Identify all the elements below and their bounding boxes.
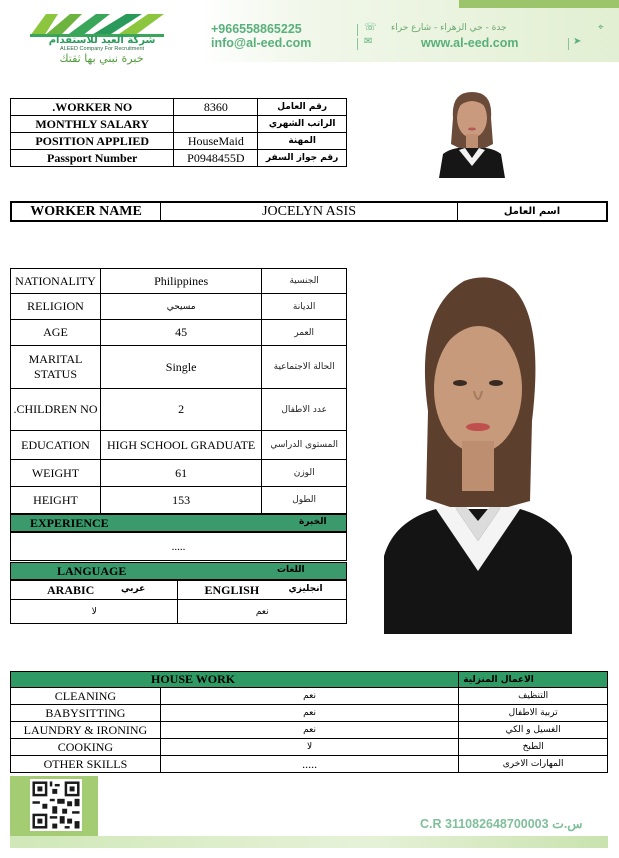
experience-value: .....: [171, 541, 186, 553]
worker-name-label-ar: اسم العامل: [458, 202, 607, 221]
website-address: www.al-eed.com: [421, 36, 519, 50]
qr-code-icon: [30, 779, 82, 831]
table-row: [11, 116, 347, 133]
laundry-value: نعم: [160, 722, 458, 739]
arabic-label: ARABIC: [47, 583, 95, 597]
cooking-value: لا: [160, 739, 458, 756]
phone-number: +966558865225: [211, 22, 302, 36]
passport-value: P0948455D: [174, 150, 258, 167]
table-row: [11, 202, 607, 221]
height-label-ar: الطول: [262, 487, 347, 514]
table-row: [11, 600, 347, 624]
weight-label-ar: الوزن: [262, 460, 347, 487]
babysitting-value: نعم: [160, 705, 458, 722]
english-header-cell: [178, 581, 347, 600]
weight-value: 61: [100, 460, 261, 487]
logo-english-name: ALEED Company For Recruitment: [59, 46, 145, 52]
worker-info-table: [10, 98, 347, 167]
divider: [357, 38, 358, 50]
cleaning-label-ar: التنظيف: [459, 688, 608, 705]
footer-band: [10, 836, 608, 848]
table-row: [11, 487, 347, 514]
position-label: POSITION APPLIED: [11, 133, 174, 150]
divider: [568, 38, 569, 50]
salary-label: MONTHLY SALARY: [11, 116, 174, 133]
english-level: نعم: [178, 600, 347, 624]
experience-box: [10, 532, 347, 561]
nationality-label-ar: الجنسية: [262, 269, 347, 294]
mail-icon: ✉: [364, 36, 373, 47]
qr-code-panel: [10, 776, 98, 836]
table-row: [11, 722, 608, 739]
other-skills-label: OTHER SKILLS: [11, 756, 161, 773]
header-corner-accent: [459, 0, 619, 8]
other-skills-value: .....: [160, 756, 458, 773]
house-work-title-ar: الاعمال المنزلية: [459, 672, 608, 688]
cursor-icon: ➤: [573, 36, 582, 47]
house-work-header-row: [11, 672, 608, 688]
table-row: [11, 739, 608, 756]
whatsapp-icon: ☏: [364, 22, 377, 33]
marital-status-value: Single: [100, 346, 261, 389]
cooking-label-ar: الطبخ: [459, 739, 608, 756]
babysitting-label-ar: تربية الاطفال: [459, 705, 608, 722]
worker-no-label-ar: رقم العامل: [258, 99, 347, 116]
commercial-registration: C.R 311082648700003 س.ت: [420, 817, 583, 831]
age-value: 45: [100, 320, 261, 346]
english-label-ar: انجليزي: [288, 584, 323, 594]
worker-photo-large: [384, 271, 572, 634]
arabic-header-cell: [11, 581, 178, 600]
worker-name-value: JOCELYN ASIS: [161, 202, 458, 221]
table-row: [11, 389, 347, 431]
age-label: AGE: [11, 320, 101, 346]
education-label: EDUCATION: [11, 431, 101, 460]
house-work-table: [10, 671, 608, 773]
location-pin-icon: ⌖: [598, 22, 604, 33]
house-work-title: HOUSE WORK: [11, 672, 459, 688]
worker-name-label: WORKER NAME: [11, 202, 161, 221]
children-value: 2: [100, 389, 261, 431]
religion-label: RELIGION: [11, 294, 101, 320]
other-skills-label-ar: المهارات الاخرى: [459, 756, 608, 773]
address-text: جدة - حي الزهراء - شارع حراء: [391, 23, 507, 33]
table-row: [11, 99, 347, 116]
table-row: [11, 294, 347, 320]
religion-value: مسيحي: [100, 294, 261, 320]
marital-status-label-ar: الحالة الاجتماعية: [262, 346, 347, 389]
laundry-label-ar: الغسيل و الكي: [459, 722, 608, 739]
table-row: [11, 688, 608, 705]
babysitting-label: BABYSITTING: [11, 705, 161, 722]
education-value: HIGH SCHOOL GRADUATE: [100, 431, 261, 460]
table-row: [11, 269, 347, 294]
salary-label-ar: الراتب الشهري: [258, 116, 347, 133]
divider: [357, 24, 358, 36]
weight-label: WEIGHT: [11, 460, 101, 487]
table-row: [11, 460, 347, 487]
education-label-ar: المستوى الدراسي: [262, 431, 347, 460]
language-table: [10, 580, 347, 624]
position-value: HouseMaid: [174, 133, 258, 150]
table-row: [11, 133, 347, 150]
experience-header-bar: [10, 514, 347, 532]
experience-label-ar: الخبرة: [299, 517, 327, 527]
arabic-label-ar: عربي: [121, 584, 146, 594]
language-label: LANGUAGE: [57, 564, 127, 578]
table-row: [11, 756, 608, 773]
arabic-level: لا: [11, 600, 178, 624]
table-row: [11, 150, 347, 167]
table-row: [11, 346, 347, 389]
laundry-label: LAUNDRY & IRONING: [11, 722, 161, 739]
nationality-value: Philippines: [100, 269, 261, 294]
logo-arabic-name: شركة العيد للاستقدام: [48, 35, 156, 46]
children-label-ar: عدد الاطفال: [262, 389, 347, 431]
cleaning-label: CLEANING: [11, 688, 161, 705]
worker-name-table: [10, 201, 608, 222]
salary-value: [174, 116, 258, 133]
language-label-ar: اللغات: [277, 565, 305, 575]
worker-photo-small: [429, 88, 515, 178]
table-row: [11, 320, 347, 346]
table-row: [11, 581, 347, 600]
table-row: [11, 705, 608, 722]
cooking-label: COOKING: [11, 739, 161, 756]
english-label: ENGLISH: [204, 583, 260, 597]
religion-label-ar: الديانة: [262, 294, 347, 320]
marital-status-label: MARITAL STATUS: [11, 346, 101, 389]
table-row: [11, 431, 347, 460]
experience-label: EXPERIENCE: [30, 516, 109, 530]
personal-details-table: [10, 268, 347, 514]
passport-label-ar: رقم جواز السفر: [258, 150, 347, 167]
worker-no-value: 8360: [174, 99, 258, 116]
language-header-bar: [10, 562, 347, 580]
worker-no-label: .WORKER NO: [11, 99, 174, 116]
passport-label: Passport Number: [11, 150, 174, 167]
children-label: .CHILDREN NO: [11, 389, 101, 431]
logo-slogan: خبرة نبني بها ثقتك: [59, 52, 144, 65]
height-value: 153: [100, 487, 261, 514]
email-address: info@al-eed.com: [211, 36, 312, 50]
nationality-label: NATIONALITY: [11, 269, 101, 294]
age-label-ar: العمر: [262, 320, 347, 346]
height-label: HEIGHT: [11, 487, 101, 514]
cleaning-value: نعم: [160, 688, 458, 705]
position-label-ar: المهنة: [258, 133, 347, 150]
